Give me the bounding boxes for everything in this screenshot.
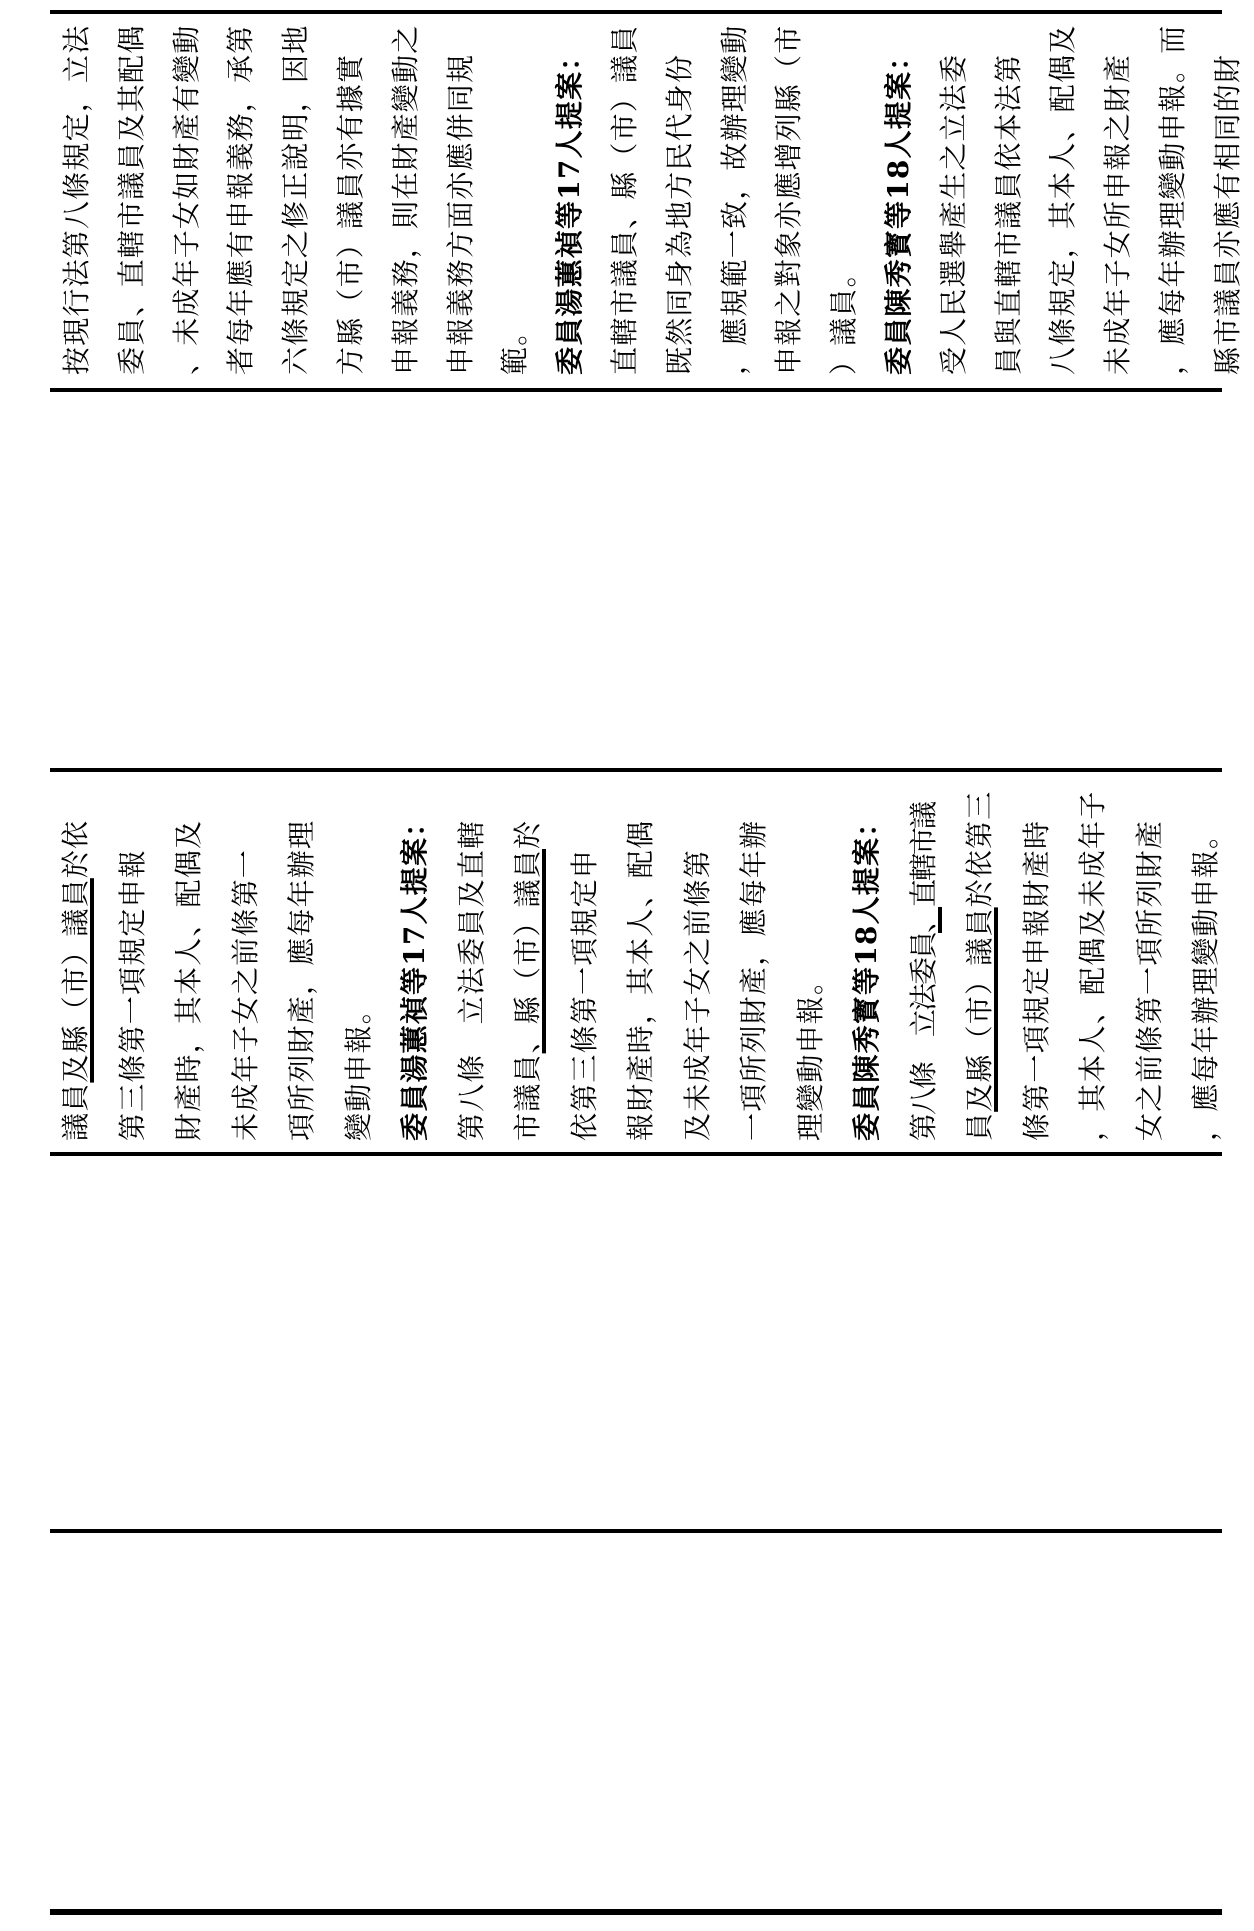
text-segment: 市議員 — [511, 1053, 544, 1141]
text-line — [1146, 13, 1201, 375]
text-segment: 及未成年子女之前條第 — [680, 848, 714, 1141]
text-segment: 於依第三 — [963, 790, 996, 908]
underlined-insertion: 、 — [906, 906, 940, 933]
text-segment: 申報之對象亦應增列縣（市 — [772, 24, 806, 375]
proposer-header-line — [387, 781, 444, 1141]
text-segment: 範。 — [498, 316, 532, 375]
text-line — [1178, 781, 1235, 1141]
explanation-cell — [50, 13, 1254, 375]
text-segment: 項所列財產，應每年辦理 — [285, 819, 318, 1141]
text-line — [557, 781, 614, 1141]
text-line — [613, 781, 670, 1141]
proposer-header-line — [872, 13, 927, 375]
text-segment: 於依 — [59, 819, 92, 879]
text-segment: 議員 — [59, 1082, 92, 1141]
underlined-insertion: 及縣（市）議員 — [963, 907, 996, 1112]
text-line — [817, 13, 872, 375]
text-segment: 申報義務，則在財產變動之 — [388, 24, 422, 375]
text-line — [105, 13, 160, 375]
proposer-header-line — [839, 781, 896, 1141]
text-line — [708, 13, 763, 375]
underlined-insertion: 及縣（市）議員 — [59, 878, 92, 1083]
text-segment: 者每年應有申報義務，承第 — [224, 24, 258, 375]
text-segment: ，其本人、配偶及未成年子 — [1076, 790, 1109, 1141]
text-line — [105, 781, 162, 1141]
text-segment: 直轄市議 — [906, 802, 940, 907]
text-line — [218, 781, 275, 1141]
text-segment: 一項所列財產，應每年辦 — [737, 819, 770, 1141]
text-line — [214, 13, 269, 375]
text-line — [762, 13, 817, 375]
text-segment: 理變動申報。 — [793, 965, 827, 1141]
text-segment: 員與直轄市議員依本法第 — [991, 53, 1025, 375]
text-segment: 方縣（市）議員亦有據實 — [333, 53, 367, 375]
text-segment: 八條規定，其本人、配偶及 — [1046, 24, 1080, 375]
text-line — [160, 13, 215, 375]
text-segment: 女之前條第一項所列財產 — [1132, 819, 1166, 1141]
text-line — [1065, 781, 1122, 1141]
text-segment: 於 — [511, 819, 544, 849]
text-line — [500, 781, 557, 1141]
text-segment: 條第一項規定申報財產時 — [1019, 819, 1053, 1141]
text-line — [1009, 781, 1066, 1141]
text-segment: 第八條 立法委員及直轄 — [454, 819, 488, 1141]
text-segment: 按現行法第八條規定，立法 — [60, 24, 93, 375]
text-segment: 員 — [963, 1111, 996, 1141]
text-segment: 未成年子女所申報之財產 — [1101, 53, 1135, 375]
text-segment: 直轄市議員、縣（市）議員 — [607, 24, 641, 375]
text-segment: 委員、直轄市議員及其配偶 — [114, 24, 148, 375]
text-line — [598, 13, 653, 375]
text-segment: ）議員。 — [827, 258, 861, 375]
text-segment: 財產時，其本人、配偶及 — [172, 819, 205, 1141]
text-segment: 報財產時，其本人、配偶 — [624, 819, 657, 1141]
text-line — [896, 781, 953, 1141]
text-line — [783, 781, 840, 1141]
text-line — [324, 13, 379, 375]
text-line — [50, 13, 105, 375]
text-segment: 委員湯蕙禎等17人提案： — [398, 807, 431, 1141]
text-line — [48, 781, 105, 1141]
text-line — [1036, 13, 1091, 375]
text-line — [952, 781, 1009, 1141]
table-column-border — [50, 1909, 1222, 1915]
text-segment: 第八條 立法委員 — [906, 932, 940, 1141]
text-line — [670, 781, 727, 1141]
text-segment: 既然同身為地方民代身份 — [662, 53, 696, 375]
text-segment: ，應每年辦理變動申報。而 — [1155, 24, 1189, 375]
text-line — [269, 13, 324, 375]
text-line — [331, 781, 388, 1141]
text-line — [274, 781, 331, 1141]
text-segment: 委員陳秀寳等18人提案： — [881, 41, 915, 375]
text-segment: 委員湯蕙禎等17人提案： — [553, 41, 587, 375]
text-segment: 受人民選舉產生之立法委 — [936, 53, 970, 375]
proposals-cell — [48, 781, 1235, 1141]
text-line — [444, 781, 501, 1141]
text-line — [1122, 781, 1179, 1141]
text-segment: 申報義務方面亦應併同規 — [443, 53, 477, 375]
text-segment: ，應每年辦理變動申報。 — [1189, 819, 1222, 1141]
text-line — [161, 781, 218, 1141]
text-line — [653, 13, 708, 375]
text-segment: 依第三條第一項規定申 — [567, 848, 601, 1141]
text-segment: 六條規定之修正說明，因地 — [279, 24, 313, 375]
underlined-insertion: 、縣（市）議員 — [511, 848, 544, 1054]
table-column-border — [50, 388, 1222, 392]
text-line — [927, 13, 982, 375]
table-column-border — [50, 768, 1222, 772]
text-segment: 未成年子女之前條第一 — [228, 848, 262, 1141]
text-line — [379, 13, 434, 375]
text-segment: 委員陳秀寳等18人提案： — [850, 807, 883, 1141]
text-segment: ，應規範一致，故辦理變動 — [717, 24, 751, 375]
table-column-border — [50, 1152, 1222, 1156]
text-line — [488, 13, 543, 375]
text-line — [1201, 13, 1254, 375]
text-segment: 第三條第一項規定申報 — [115, 848, 149, 1141]
text-segment: 、未成年子女如財產有變動 — [169, 24, 203, 375]
text-line — [1091, 13, 1146, 375]
text-line — [726, 781, 783, 1141]
proposer-header-line — [543, 13, 598, 375]
text-line — [434, 13, 489, 375]
text-line — [982, 13, 1037, 375]
text-segment: 縣市議員亦應有相同的財 — [1210, 53, 1244, 375]
text-segment: 變動申報。 — [341, 994, 375, 1141]
table-column-border — [50, 1529, 1222, 1533]
